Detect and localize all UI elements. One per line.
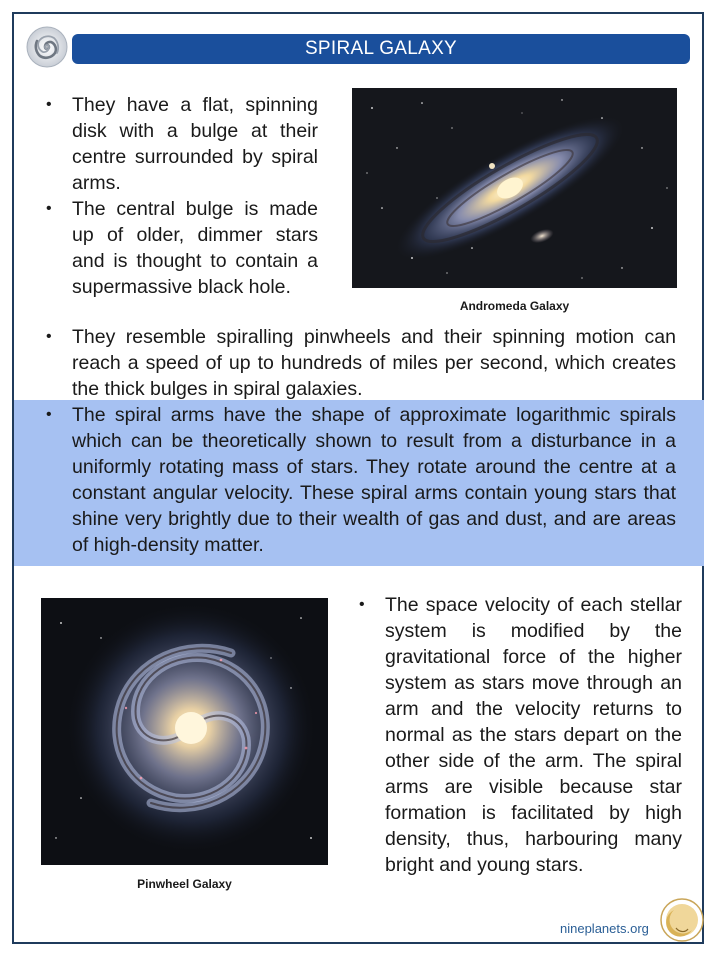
spiral-galaxy-icon bbox=[26, 26, 68, 68]
bullet-item: • The central bulge is made up of older, dimmer stars and is thought to contain a supermassive black hole. bbox=[36, 196, 318, 300]
bullet-list-velocity bbox=[349, 592, 682, 878]
andromeda-galaxy-image bbox=[352, 88, 677, 288]
bullet-item: • They resemble spiralling pinwheels and their spinning motion can reach a speed of up to hundreds of miles per second, which creates the thick bulges in spiral galaxies. bbox=[36, 324, 676, 402]
page-title: SPIRAL GALAXY bbox=[72, 34, 690, 64]
footer-site-link[interactable]: nineplanets.org bbox=[560, 921, 649, 936]
pinwheel-caption: Pinwheel Galaxy bbox=[137, 877, 232, 891]
bullet-item: • The space velocity of each stellar system is modified by the gravitational force of the higher system as stars move through an arm and the velocity returns to normal as the stars depart on the other side of the arm. The spiral arms are visible because star formation is facilitated by high density, thus, harbouring many bright and young stars. bbox=[349, 592, 682, 878]
moon-logo-icon bbox=[660, 898, 704, 942]
bullet-list-pinwheels bbox=[36, 324, 676, 402]
bullet-list-highlight bbox=[36, 402, 676, 558]
bullet-item: • The spiral arms have the shape of approximate logarithmic spirals which can be theoretically shown to result from a disturbance in a uniformly rotating mass of stars. They rotate around the centre at a constant angular velocity. These spiral arms contain young stars that shine very brightly due to their wealth of gas and dust, and are areas of high-density matter. bbox=[36, 402, 676, 558]
pinwheel-galaxy-image bbox=[41, 598, 328, 865]
bullet-item: • They have a flat, spinning disk with a bulge at their centre surrounded by spiral arms. bbox=[36, 92, 318, 196]
andromeda-caption: Andromeda Galaxy bbox=[459, 299, 570, 313]
bullet-list-top bbox=[36, 92, 318, 300]
